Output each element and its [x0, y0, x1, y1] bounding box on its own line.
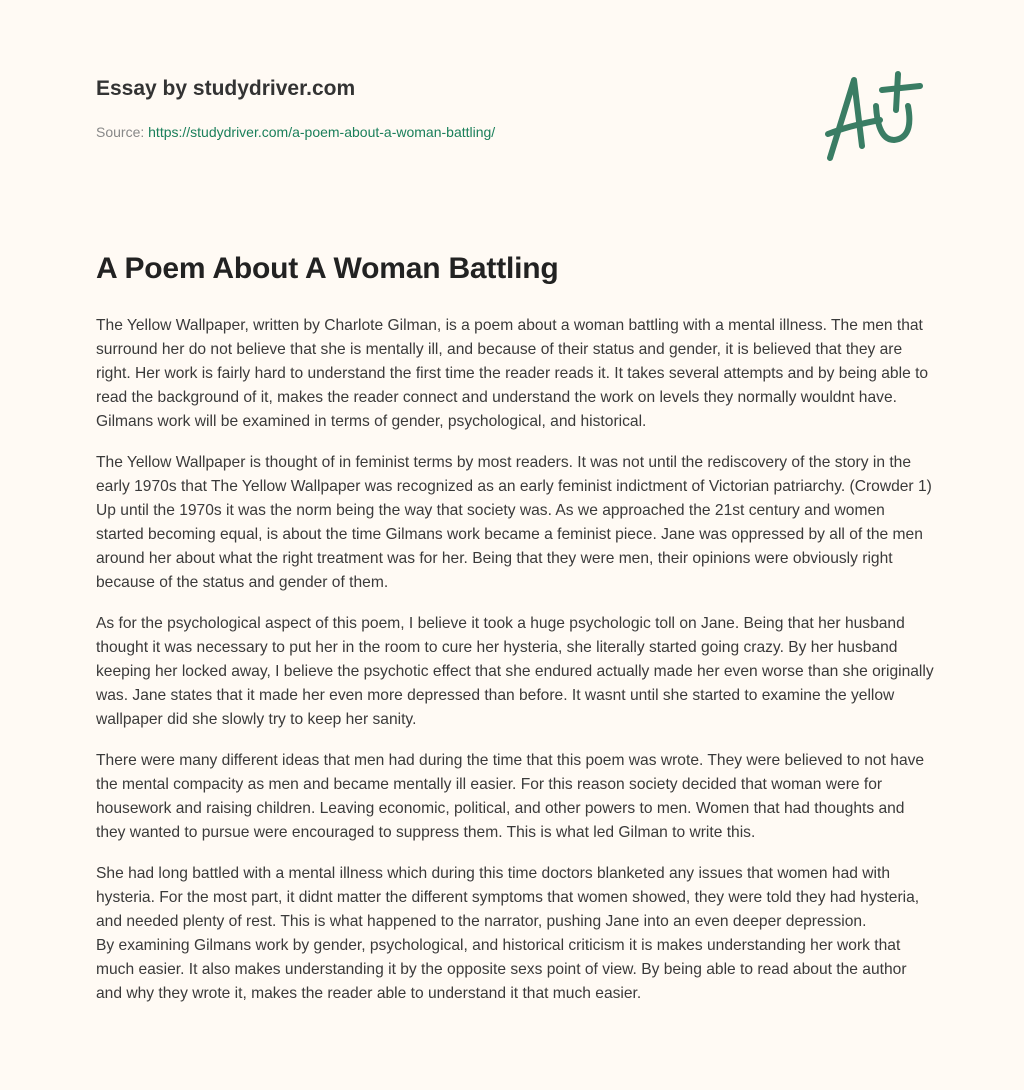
site-title: Essay by studydriver.com: [96, 77, 356, 100]
paragraph: As for the psychological aspect of this poem, I believe it took a huge psychologic toll on Jane. Being that her husband thought it was necessary to put her in the room to cure her hysteria, she literally started going crazy. By her husband keeping her locked away, I believe the psychotic effect that she endured actually made her even worse than she originally was. Jane states that it made her even more depressed than before. It wasnt until she started to examine the yellow wallpaper did she slowly try to keep her sanity.: [96, 615, 934, 728]
paragraph: There were many different ideas that men had during the time that this poem was wrote. They were believed to not have the mental compacity as men and became mentally ill easier. For this reason society decided that woman were for housework and raising children. Leaving economic, political, and other powers to men. Women that had thoughts and they wanted to pursue were encouraged to suppress them. This is what led Gilman to write this.: [96, 752, 925, 841]
a-plus-logo-icon: [818, 68, 928, 168]
essay-body: [96, 314, 936, 1023]
source-label: Source:: [96, 124, 145, 140]
source-line: [96, 124, 495, 140]
paragraph: By examining Gilmans work by gender, psychological, and historical criticism it is makes understanding her work that much easier. It also makes understanding it by the opposite sexs point of view. By being able to read about the author and why they wrote it, makes the reader able to understand it that much easier.: [96, 937, 907, 1002]
paragraph: The Yellow Wallpaper is thought of in feminist terms by most readers. It was not until the rediscovery of the story in the early 1970s that The Yellow Wallpaper was recognized as an early feminist indictment of Victorian patriarchy. (Crowder 1) Up until the 1970s it was the norm being the way that society was. As we approached the 21st century and women started becoming equal, is about the time Gilmans work became a feminist piece. Jane was oppressed by all of the men around her about what the right treatment was for her. Being that they were men, their opinions were obviously right because of the status and gender of them.: [96, 454, 932, 591]
source-link[interactable]: https://studydriver.com/a-poem-about-a-woman-battling/: [148, 124, 496, 140]
paragraph: The Yellow Wallpaper, written by Charlote Gilman, is a poem about a woman battling with a mental illness. The men that surround her do not believe that she is mentally ill, and because of their status and gender, it is believed that they are right. Her work is fairly hard to understand the first time the reader reads it. It takes several attempts and by being able to read the background of it, makes the reader connect and understand the work on levels they normally wouldnt have. Gilmans work will be examined in terms of gender, psychological, and historical.: [96, 317, 929, 430]
paragraph: She had long battled with a mental illness which during this time doctors blanketed any issues that women had with hysteria. For the most part, it didnt matter the different symptoms that women showed, they were told they had hysteria, and needed plenty of rest. This is what happened to the narrator, pushing Jane into an even deeper depression.: [96, 865, 920, 930]
essay-title: A Poem About A Woman Battling: [96, 252, 559, 285]
